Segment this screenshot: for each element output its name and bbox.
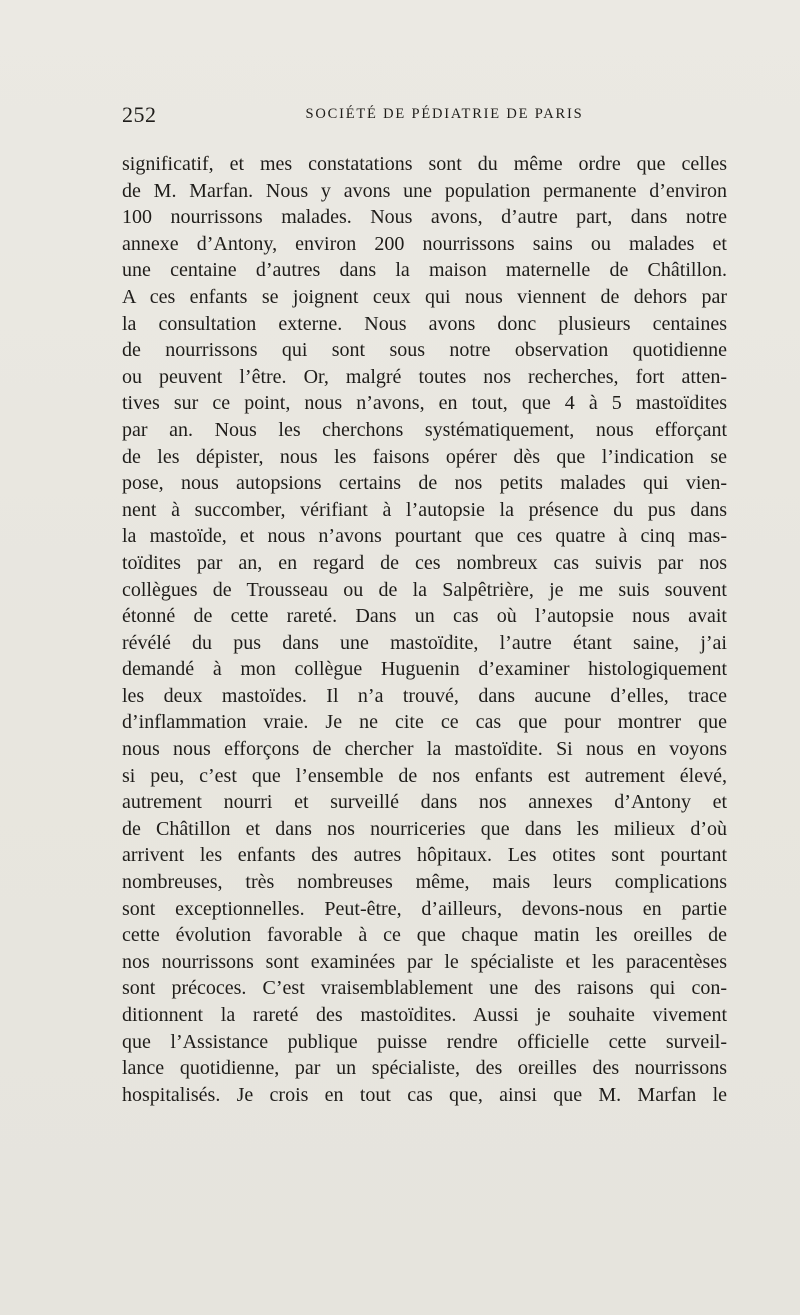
text-line: d’inflammation vraie. Je ne cite ce cas que pour montrer que — [122, 711, 727, 734]
text-line: la mastoïde, et nous n’avons pourtant que ces quatre à cinq mas- — [122, 525, 727, 548]
text-line: une centaine d’autres dans la maison maternelle de Châtillon. — [122, 259, 727, 282]
text-line: sont exceptionnelles. Peut-être, d’ailleurs, devons-nous en partie — [122, 897, 727, 920]
text-line: hospitalisés. Je crois en tout cas que, ainsi que M. Marfan le — [122, 1083, 727, 1106]
text-line: la consultation externe. Nous avons donc plusieurs centaines — [122, 312, 727, 335]
text-line: de nourrissons qui sont sous notre observation quotidienne — [122, 339, 727, 362]
text-line: ou peuvent l’être. Or, malgré toutes nos recherches, fort atten- — [122, 365, 727, 388]
text-line: autrement nourri et surveillé dans nos annexes d’Antony et — [122, 791, 727, 814]
text-line: annexe d’Antony, environ 200 nourrissons sains ou malades et — [122, 232, 727, 255]
text-line: toïdites par an, en regard de ces nombreux cas suivis par nos — [122, 551, 727, 574]
text-line: les deux mastoïdes. Il n’a trouvé, dans aucune d’elles, trace — [122, 684, 727, 707]
running-head — [122, 102, 727, 132]
text-line: significatif, et mes constatations sont du même ordre que celles — [122, 153, 727, 175]
text-line: cette évolution favorable à ce que chaque matin les oreilles de — [122, 924, 727, 947]
text-line: demandé à mon collègue Huguenin d’examiner histologiquement — [122, 658, 727, 681]
text-line: nos nourrissons sont examinées par le spécialiste et les paracentèses — [122, 950, 727, 973]
text-line: nous nous efforçons de chercher la mastoïdite. Si nous en voyons — [122, 738, 727, 761]
text-line: sont précoces. C’est vraisemblablement une des raisons qui con- — [122, 977, 727, 1000]
text-line: arrivent les enfants des autres hôpitaux. Les otites sont pourtant — [122, 844, 727, 867]
text-line: de Châtillon et dans nos nourriceries que dans les milieux d’où — [122, 817, 727, 840]
text-line: de M. Marfan. Nous y avons une population permanente d’environ — [122, 179, 727, 202]
text-line: par an. Nous les cherchons systématiquement, nous efforçant — [122, 418, 727, 441]
text-line: 100 nourrissons malades. Nous avons, d’autre part, dans notre — [122, 206, 727, 229]
text-line: ditionnent la rareté des mastoïdites. Aussi je souhaite vivement — [122, 1004, 727, 1026]
text-line: lance quotidienne, par un spécialiste, des oreilles des nourrissons — [122, 1057, 727, 1080]
body-text — [122, 151, 727, 1108]
text-line: tives sur ce point, nous n’avons, en tout, que 4 à 5 mastoïdites — [122, 392, 727, 415]
text-line: étonné de cette rareté. Dans un cas où l’autopsie nous avait — [122, 605, 727, 628]
page-number: 252 — [122, 102, 157, 127]
text-line: si peu, c’est que l’ensemble de nos enfants est autrement élevé, — [122, 764, 727, 787]
text-line: nombreuses, très nombreuses même, mais leurs complications — [122, 871, 727, 894]
text-line: pose, nous autopsions certains de nos petits malades qui vien- — [122, 472, 727, 495]
text-line: que l’Assistance publique puisse rendre officielle cette surveil- — [122, 1030, 727, 1053]
text-line: de les dépister, nous les faisons opérer dès que l’indication se — [122, 445, 727, 468]
text-line: révélé du pus dans une mastoïdite, l’autre étant saine, j’ai — [122, 631, 727, 654]
text-line: nent à succomber, vérifiant à l’autopsie la présence du pus dans — [122, 498, 727, 521]
journal-title: SOCIÉTÉ DE PÉDIATRIE DE PARIS — [305, 106, 584, 122]
text-line: A ces enfants se joignent ceux qui nous viennent de dehors par — [122, 285, 727, 308]
text-line: collègues de Trousseau ou de la Salpêtrière, je me suis souvent — [122, 578, 727, 601]
